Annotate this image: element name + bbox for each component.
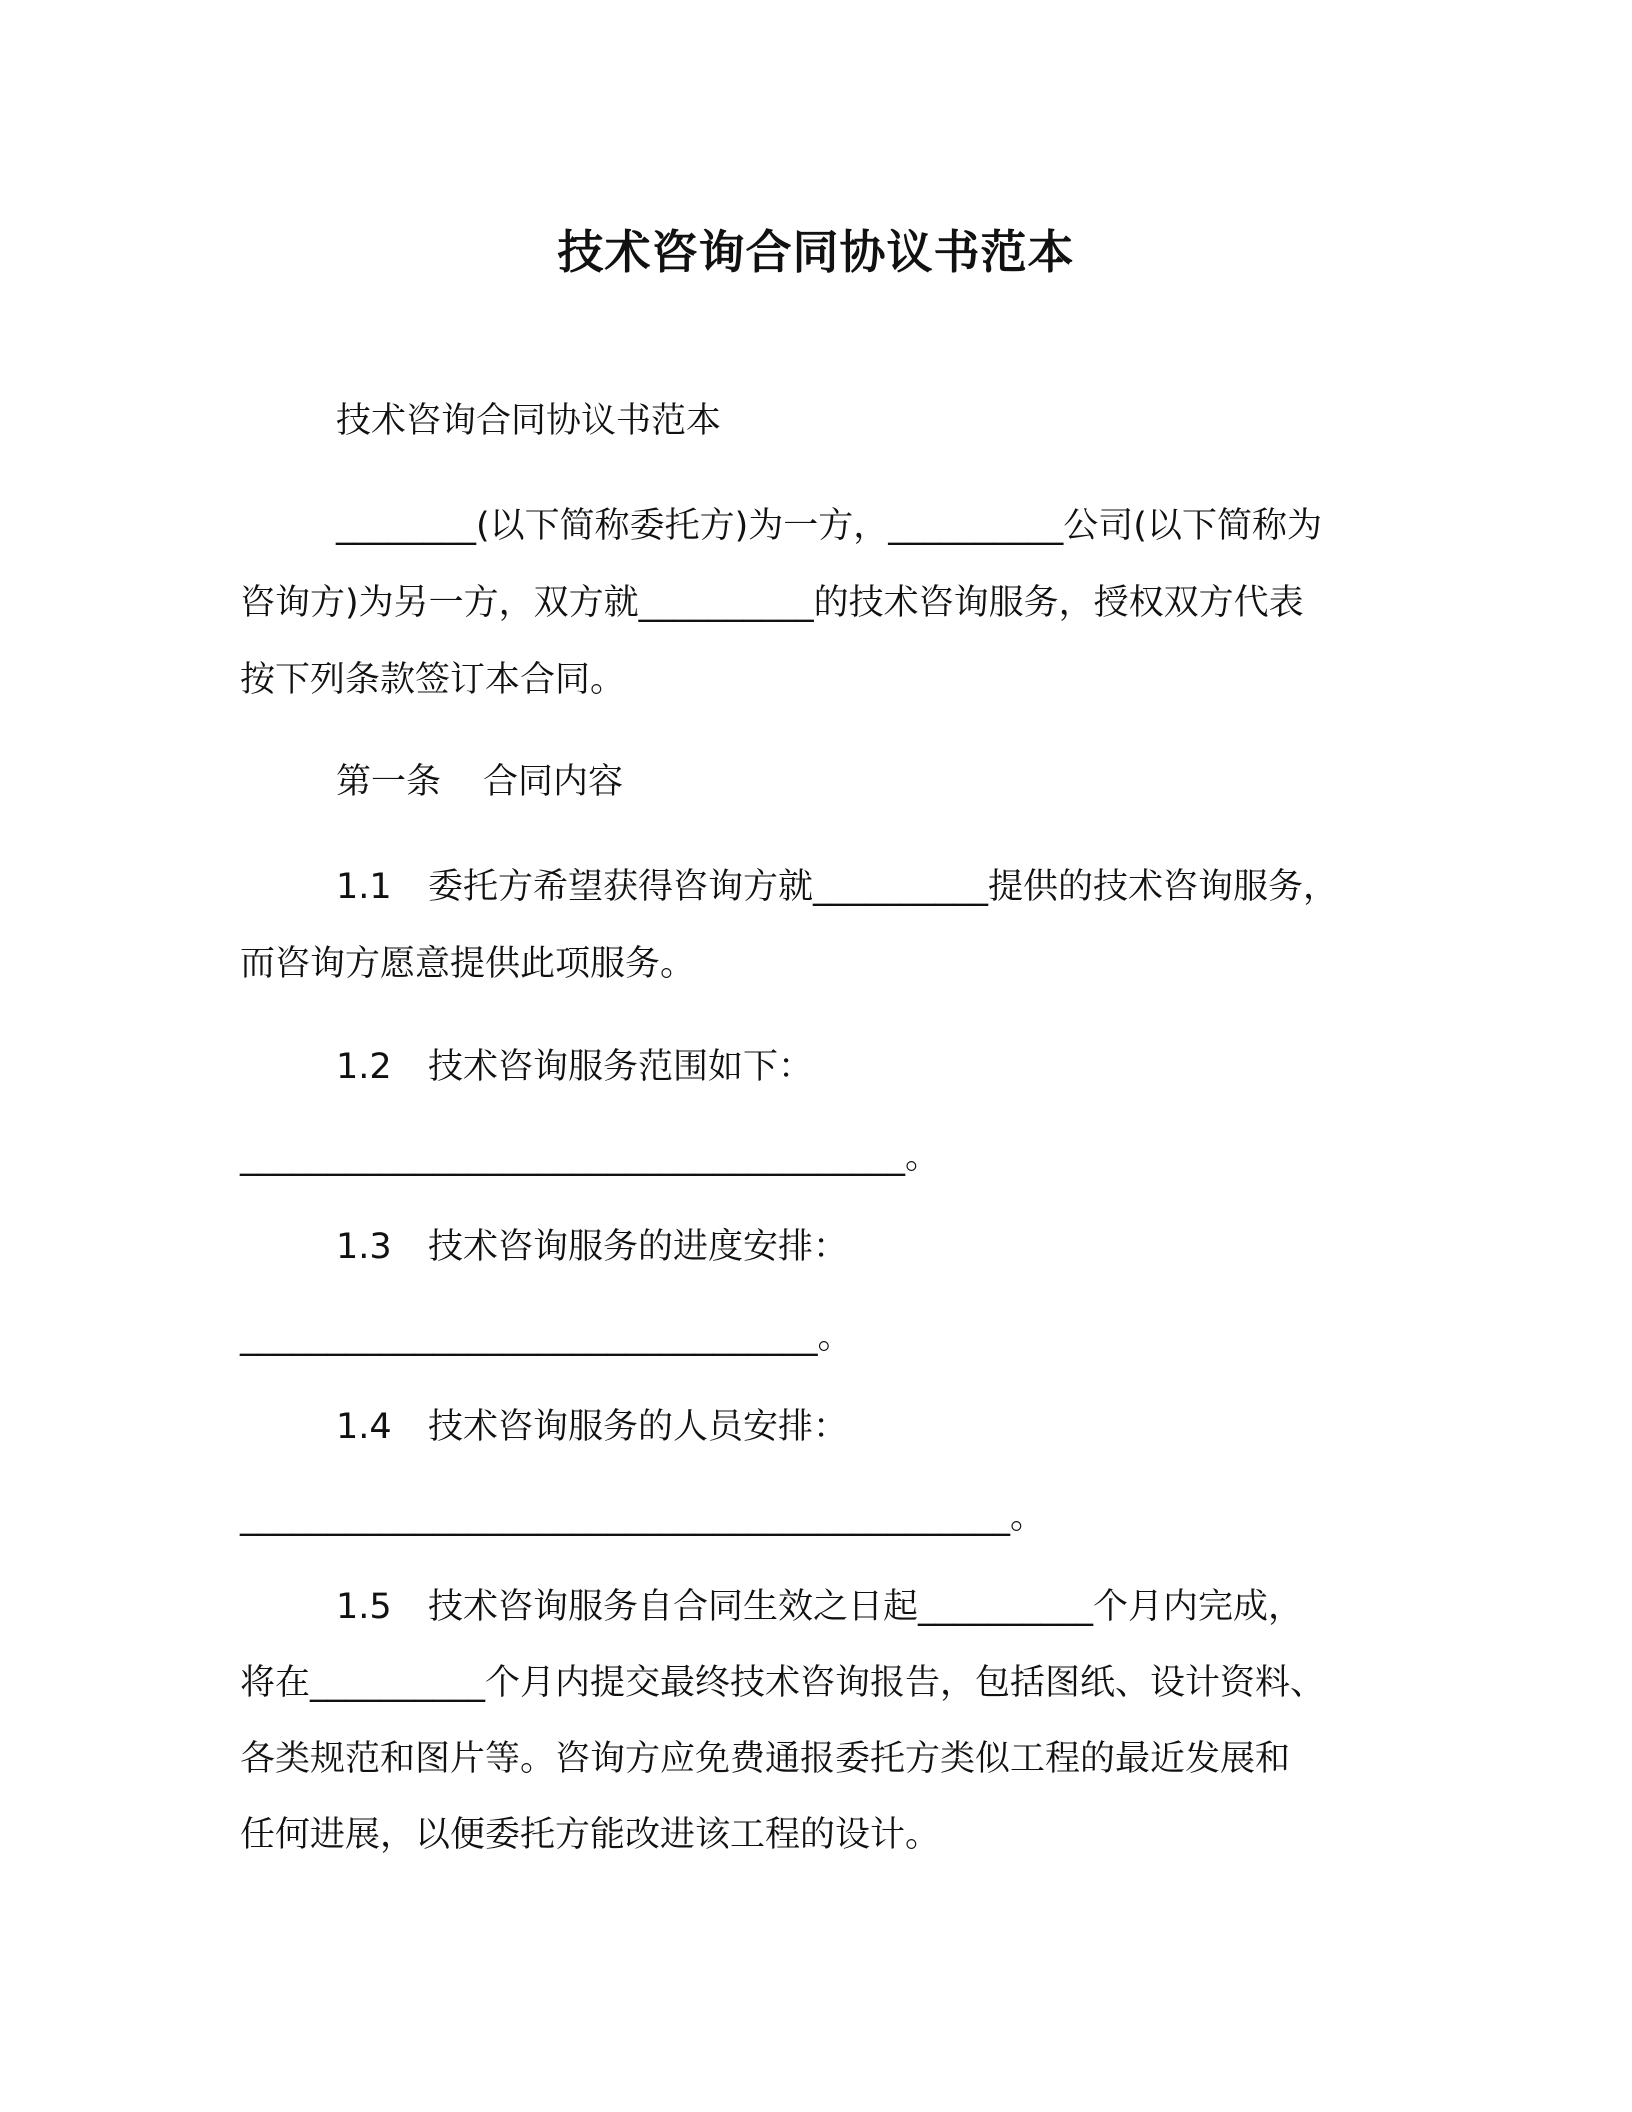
clause-1-1-line-2: 而咨询方愿意提供此项服务。 — [240, 944, 696, 984]
clause-1-4 — [336, 1402, 1426, 1452]
clause-1-2-blank-line: ______________________________________。 — [240, 1137, 941, 1177]
clause-1-1-line-1 — [336, 862, 1426, 912]
clause-text: 技术咨询服务范围如下： — [428, 1047, 814, 1087]
clause-text: 技术咨询服务自合同生效之日起__________个月内完成， — [428, 1587, 1304, 1627]
document-title: 技术咨询合同协议书范本 — [557, 225, 1075, 279]
article-1-heading — [336, 757, 1426, 807]
intro-line-1: ________(以下简称委托方)为一方，__________公司(以下简称为 — [336, 506, 1322, 546]
clause-text: 委托方希望获得咨询方就__________提供的技术咨询服务， — [428, 867, 1339, 907]
article-title: 合同内容 — [483, 762, 624, 802]
clause-1-4-blank-line: ____________________________________________。 — [240, 1497, 1046, 1537]
clause-1-5-line-3: 各类规范和图片等。咨询方应免费通报委托方类似工程的最近发展和 — [240, 1739, 1291, 1779]
clause-1-2 — [336, 1042, 1426, 1092]
intro-line-3: 按下列条款签订本合同。 — [240, 660, 626, 700]
clause-1-5-line-2: 将在__________个月内提交最终技术咨询报告，包括图纸、设计资料、 — [240, 1663, 1326, 1703]
clause-number: 1.4 — [336, 1407, 392, 1447]
clause-number: 1.2 — [336, 1047, 392, 1087]
clause-text: 技术咨询服务的进度安排： — [428, 1227, 849, 1267]
article-number: 第一条 — [336, 762, 442, 802]
clause-number: 1.3 — [336, 1227, 392, 1267]
document-subtitle: 技术咨询合同协议书范本 — [336, 401, 722, 441]
clause-1-5-line-4: 任何进展，以便委托方能改进该工程的设计。 — [240, 1815, 941, 1855]
clause-1-3-blank-line: _________________________________。 — [240, 1317, 853, 1357]
clause-number: 1.5 — [336, 1587, 392, 1627]
clause-number: 1.1 — [336, 867, 392, 907]
intro-line-2: 咨询方)为另一方，双方就__________的技术咨询服务，授权双方代表 — [240, 583, 1304, 623]
clause-1-3 — [336, 1222, 1426, 1272]
clause-text: 技术咨询服务的人员安排： — [428, 1407, 849, 1447]
clause-1-5-line-1 — [336, 1582, 1426, 1632]
